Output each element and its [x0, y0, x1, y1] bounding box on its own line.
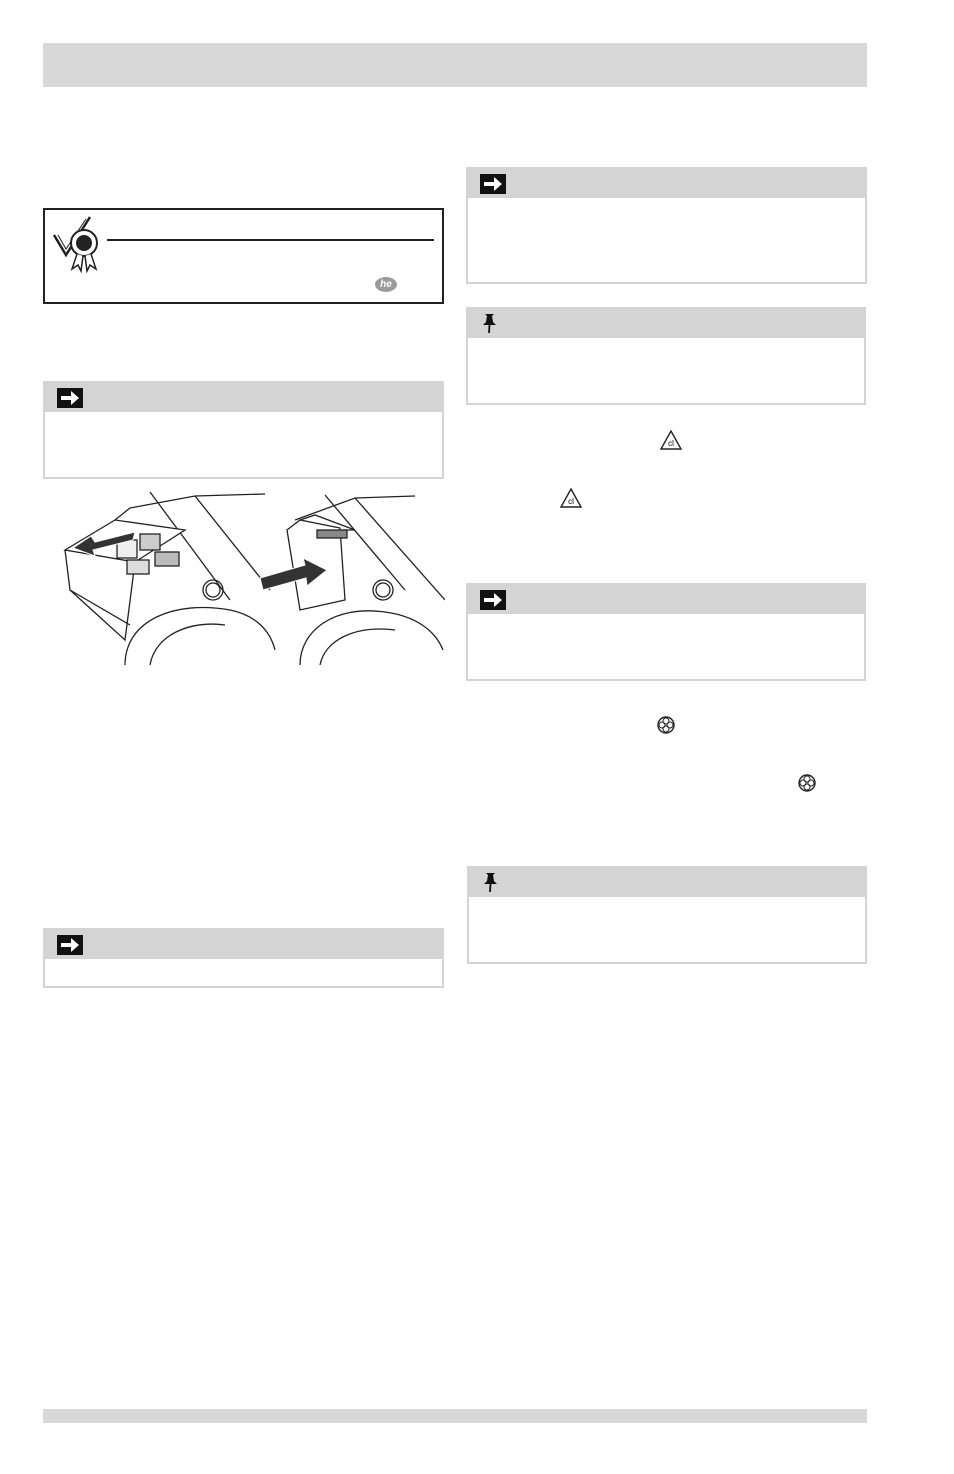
he-logo: he: [375, 277, 397, 292]
note-header: [468, 585, 864, 614]
svg-text:cl: cl: [668, 439, 674, 448]
bleach-symbol-icon: [660, 430, 682, 450]
certification-rule: [107, 239, 434, 241]
note-box-right-1: [466, 167, 867, 284]
note-box-left-1: [43, 381, 444, 479]
fabric-softener-icon: [656, 715, 676, 735]
footer-band: [43, 1409, 867, 1423]
tip-header: [468, 309, 864, 338]
tip-header: [469, 868, 865, 897]
arrow-right-icon: [57, 388, 83, 408]
note-header: [468, 169, 865, 198]
dispenser-drawer-illustration: [55, 490, 445, 665]
bleach-symbol-icon: [560, 488, 582, 508]
svg-text:cl: cl: [568, 497, 574, 506]
arrow-right-icon: [480, 590, 506, 610]
award-ribbon-icon: [50, 213, 105, 273]
fabric-softener-icon: [797, 773, 817, 793]
note-header: [45, 930, 442, 959]
drawer-open-drawing: [65, 492, 275, 665]
certification-box: [43, 208, 444, 304]
note-box-right-2: [466, 583, 866, 681]
pushpin-icon: [480, 312, 500, 334]
tip-box-right-2: [467, 866, 867, 964]
arrow-right-icon: [57, 935, 83, 955]
note-box-left-2: [43, 928, 444, 988]
header-band: [43, 43, 867, 87]
note-header: [45, 383, 442, 412]
pushpin-icon: [481, 871, 501, 893]
arrow-right-icon: [480, 174, 506, 194]
tip-box-right-1: [466, 307, 866, 405]
